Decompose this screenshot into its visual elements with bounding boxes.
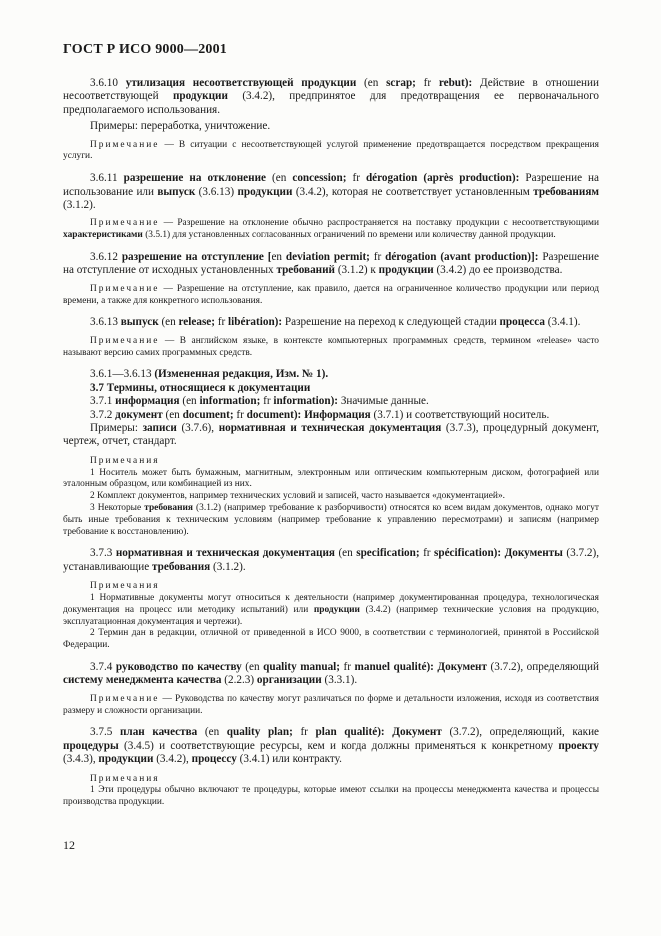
term-fr: manuel qualité):	[354, 661, 434, 674]
term-ref: требования	[144, 503, 193, 514]
definition-text: (3.4.1) или контракту.	[236, 753, 342, 766]
section-3-7-heading: 3.7 Термины, относящиеся к документации	[90, 381, 311, 394]
example-text: (3.7.3), процедурный документ, чертеж, отчет, стандарт.	[63, 422, 600, 448]
note-item: 1 Эти процедуры обычно включают те процедуры, которые имеют ссылки на процессы менеджмента качества и процессы производства продукции.	[63, 785, 599, 808]
definition-text: (3.6.13)	[195, 185, 238, 198]
note-text: — Руководства по качеству могут различаться по форме и детальности изложения, исходя из соответствия размеру и сложности организации.	[63, 693, 599, 716]
definition-text: (3.4.2) до ее производства.	[433, 264, 563, 277]
definition-text: (3.7.2), определяющий, какие	[441, 726, 600, 739]
note-text: (3.4.2) (например технические условия на продукцию, эксплуатационная документация и чертежи).	[63, 604, 599, 627]
definition-text: Разрешение на отступление от исходных установленных	[63, 251, 600, 277]
term-fr: information):	[273, 395, 339, 408]
note-text: 1 Нормативные документы могут относиться к деятельности (например документированная процедура, технологическая документация на процесс или методику испытаний) или	[63, 593, 599, 615]
note-text: (3.5.1) для установленных согласованных ограничений по времени или количеству данной продукции.	[142, 230, 556, 241]
term-number: 3.7.2	[90, 408, 116, 421]
term-ref: требований	[276, 264, 336, 277]
definition-text: (3.4.2), предпринятое для предотвращения ее первоначального предполагаемого использования.	[63, 90, 599, 116]
term-number: 3.6.13	[90, 316, 121, 329]
term-3-7-2	[63, 409, 599, 422]
note-3-6-10	[63, 140, 599, 164]
example-3-6-10: Примеры: переработка, уничтожение.	[90, 120, 271, 133]
definition-text: (2.2.3)	[221, 674, 257, 687]
note-label: Примечание	[90, 335, 160, 346]
definition-text: (3.4.2),	[153, 753, 192, 766]
term-ref: продукции	[237, 185, 293, 198]
term-title: документ	[115, 408, 163, 421]
term-ref: систему менеджмента качества	[63, 674, 222, 687]
note-3-6-13	[63, 336, 599, 360]
lang-fr: fr	[415, 77, 439, 89]
term-en: concession;	[292, 172, 347, 185]
term-number: 3.6.12	[90, 251, 122, 264]
term-en: specification;	[356, 547, 420, 560]
page-header: ГОСТ Р ИСО 9000—2001	[63, 42, 228, 57]
term-ref: требованиям	[533, 185, 599, 198]
note-item: 2 Термин дан в редакции, отличной от приведенной в ИСО 9000, в соответствии с терминологией, принятой в Российской Федерации.	[63, 628, 599, 651]
term-ref: процессу	[191, 753, 237, 766]
note-text: (3.1.2) (например требование к разборчивости) относятся ко всем видам документов, однако могут быть иные требования к техническим условиям (например требование к управлению пересмотрами) и записям (например требование к восстановлению).	[63, 503, 600, 537]
term-ref: продукции	[98, 753, 154, 766]
term-3-7-1	[63, 395, 599, 408]
term-3-6-11	[63, 172, 599, 212]
definition-text: (3.7.2), устанавливающие	[63, 547, 600, 573]
example-text: Примеры:	[90, 422, 143, 435]
note-label: Примечание	[90, 693, 160, 704]
term-3-7-4	[63, 661, 599, 688]
term-ref: характеристиками	[63, 230, 143, 241]
lang-en: (en	[334, 547, 357, 560]
term-title: информация	[115, 395, 180, 408]
notes-label: Примечания	[90, 455, 160, 466]
term-ref: требования	[152, 560, 211, 573]
term-fr: spécification):	[434, 547, 502, 560]
term-title: нормативная и техническая документация	[115, 547, 335, 560]
term-ref: продукции	[378, 264, 434, 277]
lang-en: (en	[266, 172, 293, 185]
lang-en: (en	[241, 661, 264, 674]
lang-en: (en	[162, 408, 183, 421]
definition-text: (3.3.1).	[321, 674, 358, 687]
note-text: — В ситуации с несоответствующей услугой применение предотвращается посредством прекращения услуги.	[63, 139, 599, 162]
definition-text: Разрешение на переход к следующей стадии	[282, 316, 500, 329]
term-ref: организации	[256, 674, 322, 687]
term-ref: Документ	[392, 726, 442, 739]
definition-text: (3.1.2) к	[335, 264, 379, 277]
term-3-7-3	[63, 547, 599, 574]
term-en: document;	[182, 408, 234, 421]
definition-text: Значимые данные.	[338, 395, 429, 408]
page-number: 12	[63, 838, 75, 852]
term-3-7-5	[63, 726, 599, 766]
term-en: quality manual;	[263, 661, 341, 674]
term-en: scrap;	[386, 77, 416, 89]
note-3-6-12	[63, 284, 599, 308]
lang-fr: fr	[346, 172, 366, 185]
term-ref: процедуры	[63, 739, 119, 752]
term-3-6-12	[63, 251, 599, 278]
lang-en: (en	[158, 316, 179, 329]
term-number: 3.6.10	[90, 77, 126, 89]
term-ref: Документ	[437, 661, 487, 674]
definition-text: (3.7.2), определяющий	[486, 661, 599, 674]
definition-text: (3.4.5) и соответствующие ресурсы, кем и когда должны применяться к конкретному	[118, 739, 559, 752]
page-content	[63, 77, 599, 809]
term-fr: dérogation (après production):	[365, 172, 520, 185]
term-title: разрешение на отступление [	[121, 251, 272, 264]
amendment-note	[63, 368, 599, 381]
definition-text: (3.4.3),	[63, 753, 99, 766]
term-number: 3.7.1	[90, 395, 116, 408]
definition-text: (3.4.2), которая не соответствует установленным	[292, 185, 534, 198]
note-text: — Разрешение на отклонение обычно распространяется на поставку продукции с несоответствующими	[159, 218, 599, 229]
term-en: deviation permit;	[285, 251, 370, 264]
note-label: Примечание	[90, 218, 160, 229]
term-number: 3.7.3	[90, 547, 116, 560]
term-ref: проекту	[558, 739, 599, 752]
note-item	[63, 593, 599, 628]
term-title: руководство по качеству	[115, 661, 242, 674]
lang-en: (en	[197, 726, 227, 739]
term-title: утилизация несоответствующей продукции	[125, 77, 357, 89]
term-ref: Документы	[504, 547, 563, 560]
term-fr: libération):	[228, 316, 283, 329]
example-text: (3.7.6),	[176, 422, 219, 435]
lang-fr: fr	[369, 251, 386, 264]
term-3-6-10	[63, 77, 599, 117]
definition-text: (3.1.2).	[210, 560, 246, 573]
term-ref: процесса	[499, 316, 545, 329]
term-fr: plan qualité):	[315, 726, 385, 739]
lang-en: (en	[356, 77, 387, 89]
term-ref: продукции	[313, 604, 360, 615]
definition-text: (3.4.1).	[544, 316, 581, 329]
term-ref: Информация	[304, 408, 371, 421]
note-item	[63, 503, 599, 538]
note-item: 1 Носитель может быть бумажным, магнитным, электронным или оптическим компьютерным диском, фотографией или эталонным образцом, или комбинацией из них.	[63, 467, 599, 490]
notes-label: Примечания	[90, 581, 160, 592]
term-ref: выпуск	[157, 185, 196, 198]
term-number: 3.7.5	[90, 726, 120, 739]
lang-fr: fr	[215, 316, 229, 329]
term-en: information;	[199, 395, 261, 408]
definition-text: (3.1.2).	[63, 199, 96, 212]
note-label: Примечание	[90, 139, 160, 150]
note-label: Примечание	[90, 283, 160, 294]
term-title: выпуск	[120, 316, 159, 329]
note-3-6-11	[63, 218, 599, 242]
example-3-7-2	[63, 422, 599, 449]
definition-text: Действие в отношении несоответствующей	[63, 77, 600, 103]
lang-fr: fr	[340, 661, 355, 674]
term-number: 3.6.11	[90, 172, 124, 185]
term-ref: нормативная и техническая документация	[218, 422, 442, 435]
lang-fr: fr	[292, 726, 316, 739]
definition-text: (3.7.1) и соответствующий носитель.	[370, 408, 550, 421]
lang-fr: fr	[233, 408, 247, 421]
term-ref: продукции	[172, 90, 228, 103]
lang-fr: fr	[419, 547, 435, 560]
notes-label: Примечания	[90, 773, 160, 784]
amendment-text: (Измененная редакция, Изм. № 1).	[154, 368, 329, 381]
amendment-range: 3.6.1—3.6.13	[90, 368, 155, 381]
term-3-6-13	[63, 316, 599, 329]
term-number: 3.7.4	[90, 661, 116, 674]
note-item: 2 Комплект документов, например технических условий и записей, часто называется «документацией».	[90, 491, 505, 502]
note-text: 3 Некоторые	[90, 503, 145, 514]
note-text: — Разрешение на отступление, как правило, дается на ограниченное количество продукции или период времени, а также для конкретного использования.	[63, 283, 599, 306]
term-en: release;	[178, 316, 215, 329]
term-ref: записи	[142, 422, 177, 435]
term-title: план качества	[119, 726, 198, 739]
term-fr: dérogation (avant production)]:	[385, 251, 539, 264]
note-text: — В английском языке, в контексте компьютерных программных средств, термином «release» часто называют версию самих программных средств.	[63, 335, 599, 358]
term-en: quality plan;	[226, 726, 293, 739]
lang-en: (en	[179, 395, 200, 408]
lang-en: en	[271, 251, 286, 264]
term-title: разрешение на отклонение	[123, 172, 266, 185]
term-fr: document):	[246, 408, 302, 421]
term-fr: rebut):	[438, 77, 473, 89]
definition-text: Разрешение на использование или	[63, 172, 600, 198]
note-3-7-4	[63, 694, 599, 718]
lang-fr: fr	[260, 395, 274, 408]
